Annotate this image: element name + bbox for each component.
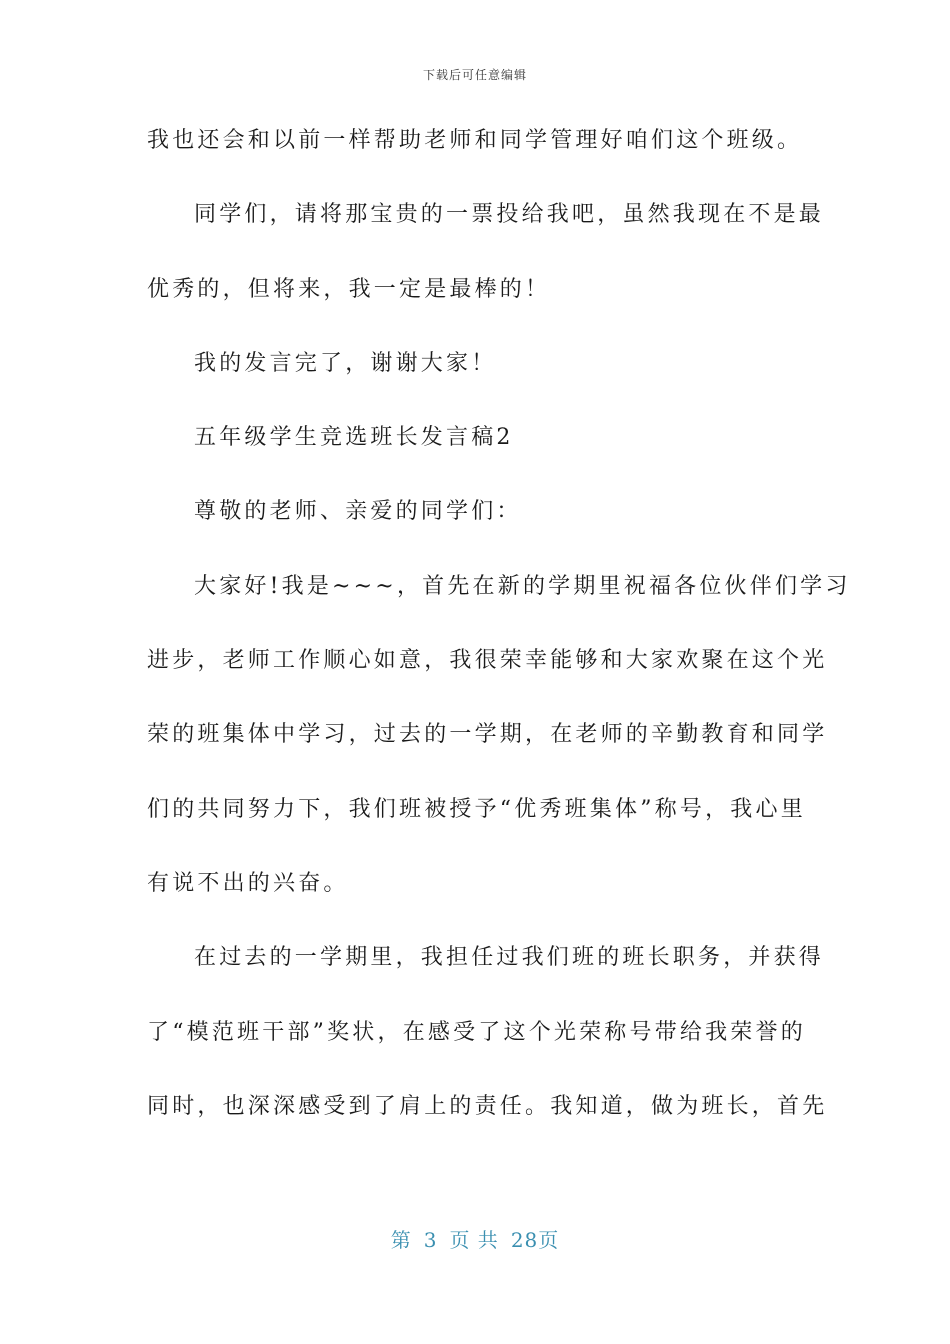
page-current: 3 [423,1228,438,1252]
text-line-12: 在过去的一学期里，我担任过我们班的班长职务，并获得 [194,945,825,971]
text-line-1: 我也还会和以前一样帮助老师和同学管理好咱们这个班级。 [147,128,803,153]
text-line-8: 进步，老师工作顺心如意，我很荣幸能够和大家欢聚在这个光 [147,648,828,674]
document-body [147,122,851,1162]
text-line-7: 大家好!我是~~~，首先在新的学期里祝福各位伙伴们学习 [194,573,851,599]
page-total: 28 [510,1228,539,1252]
text-line-3: 优秀的，但将来，我一定是最棒的！ [147,276,551,302]
text-line-2: 同学们，请将那宝贵的一票投给我吧，虽然我现在不是最 [194,202,825,228]
text-line-14: 同时，也深深感受到了肩上的责任。我知道，做为班长，首先 [147,1093,828,1119]
section-heading: 五年级学生竞选班长发言稿2 [194,425,514,451]
text-line-10: 们的共同努力下，我们班被授予“优秀班集体”称号，我心里 [147,796,806,822]
download-note: 下载后可任意编辑 [422,68,527,82]
text-line-9: 荣的班集体中学习，过去的一学期，在老师的辛勤教育和同学 [147,722,828,748]
text-line-11: 有说不出的兴奋。 [147,870,349,896]
page-mid: 页 共 [449,1228,499,1252]
text-line-4: 我的发言完了，谢谢大家！ [194,350,497,376]
page-prefix: 第 [390,1228,412,1252]
page-number [0,1224,950,1253]
page-suffix: 页 [538,1228,560,1252]
text-line-13: 了“模范班干部”奖状，在感受了这个光荣称号带给我荣誉的 [147,1019,806,1045]
salutation: 尊敬的老师、亲爱的同学们： [194,499,522,525]
